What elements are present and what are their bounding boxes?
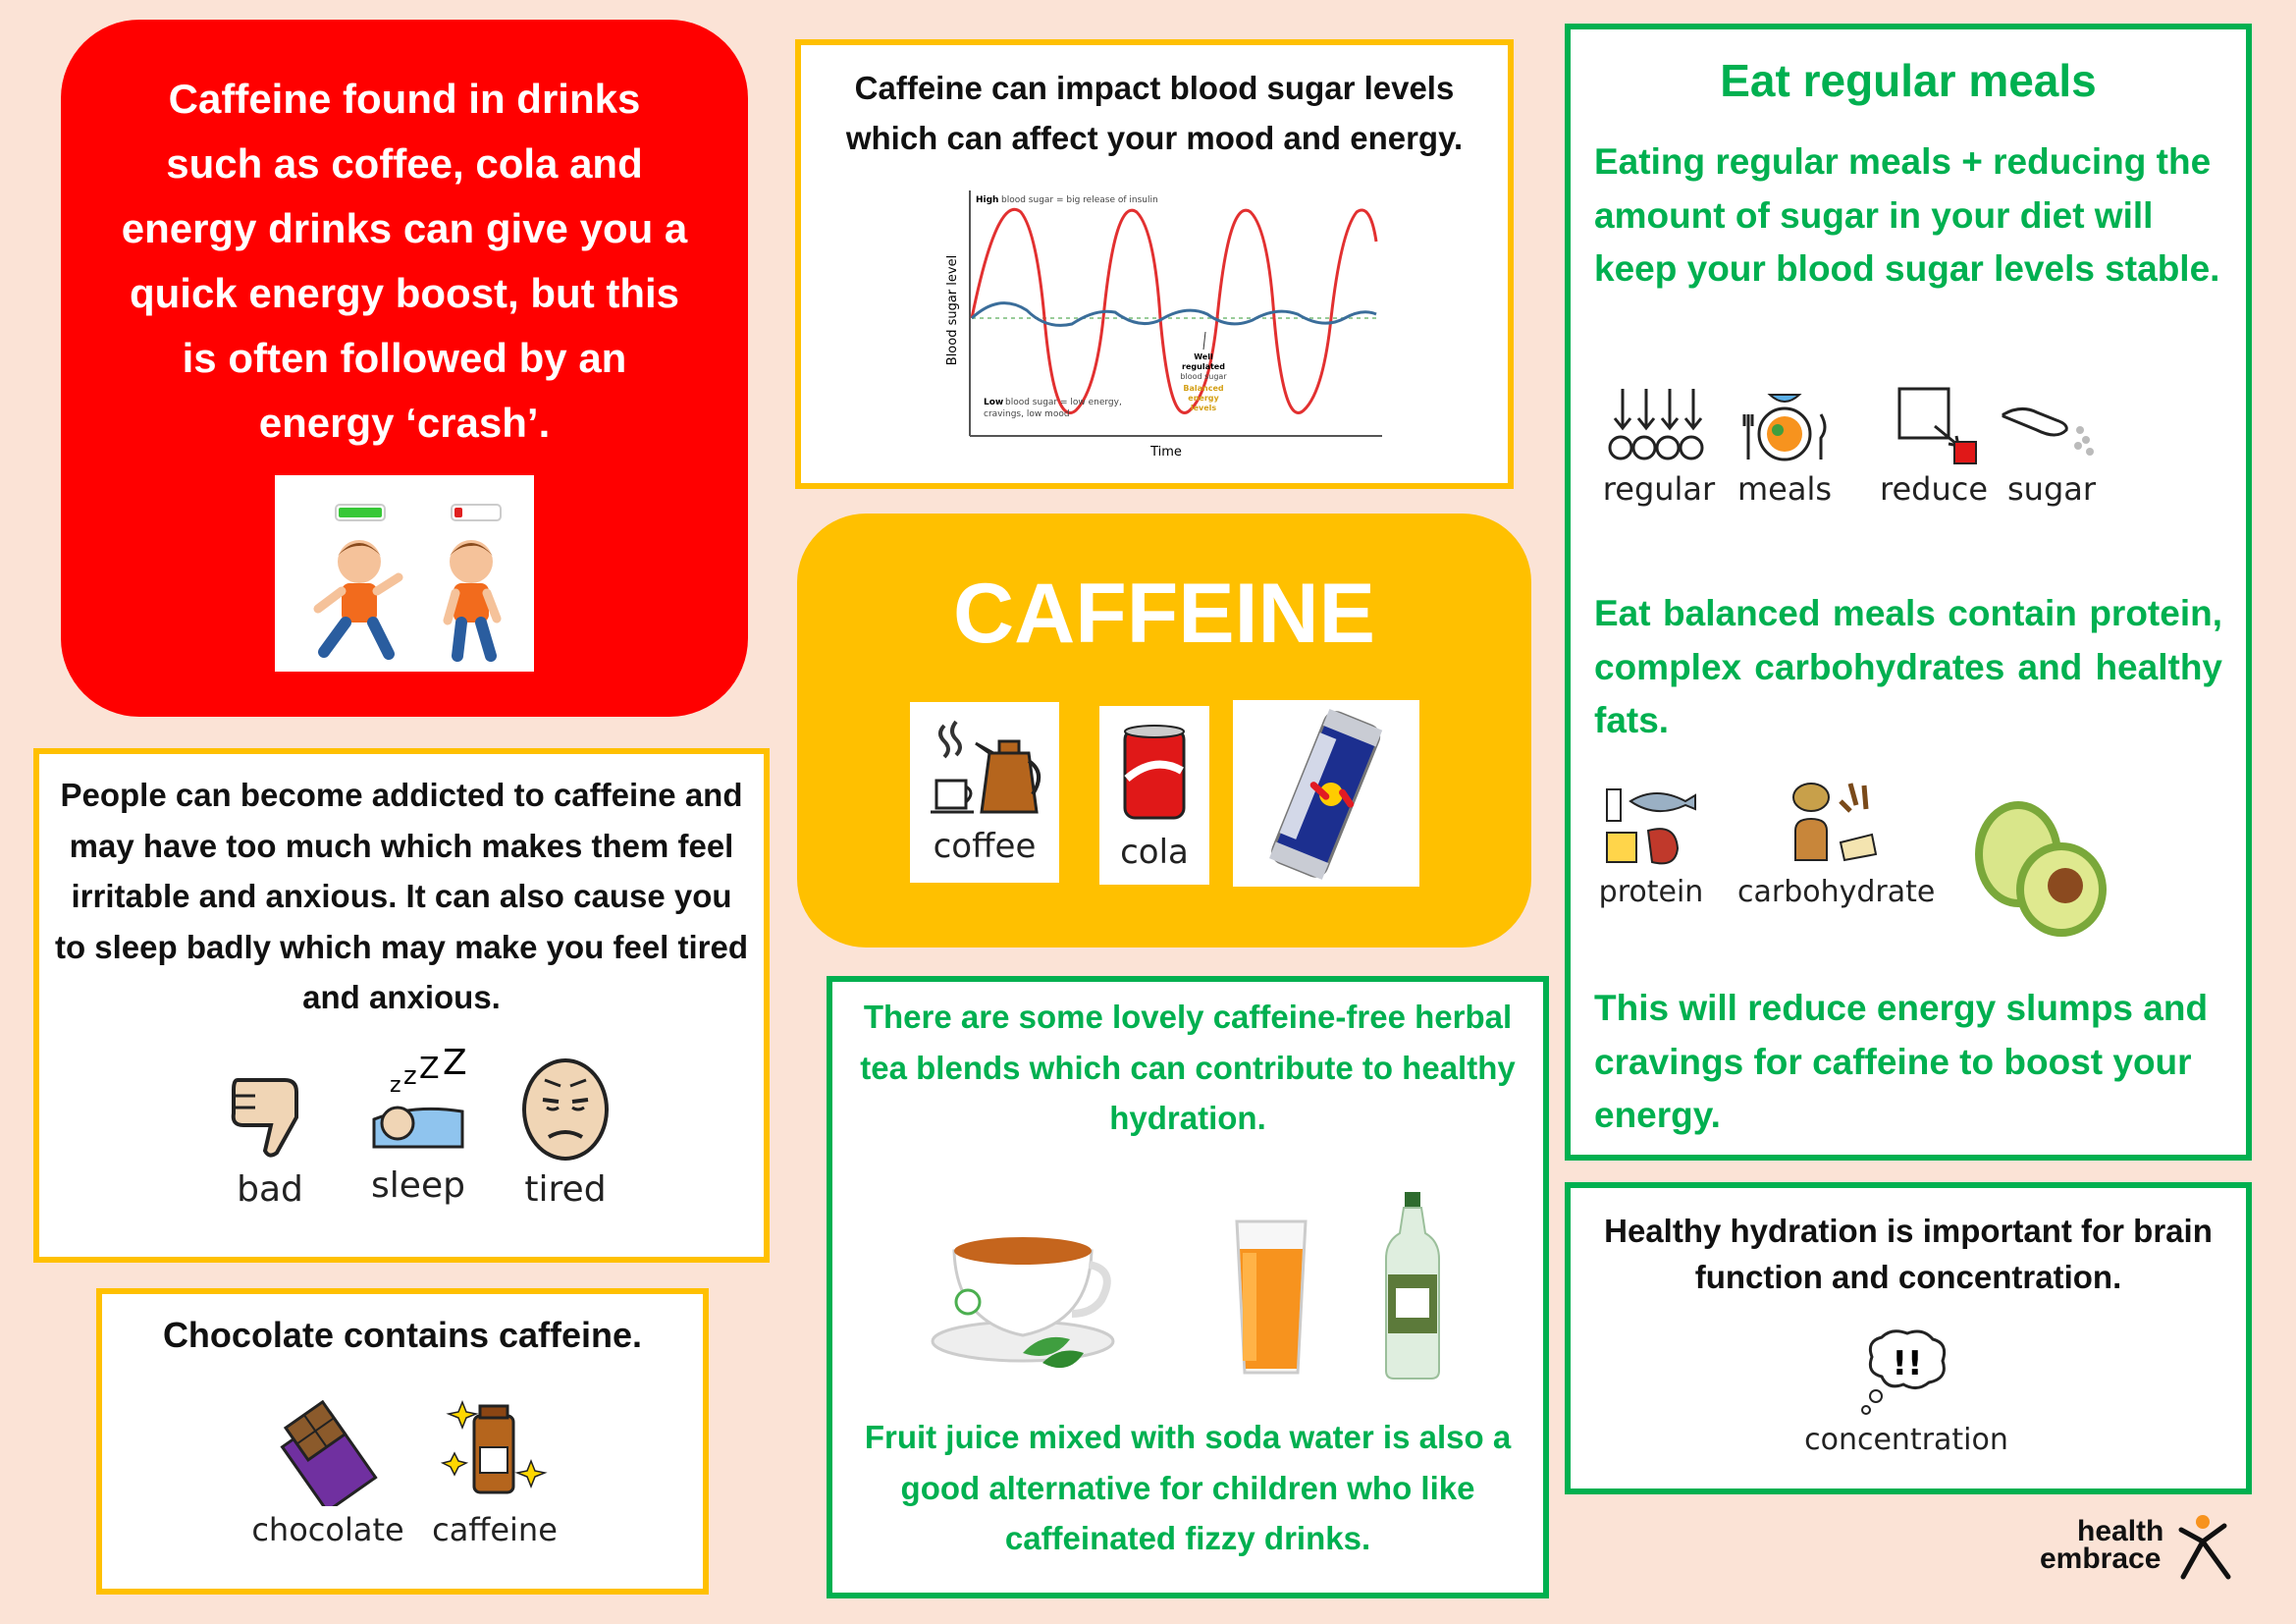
protein-icon <box>1597 780 1705 870</box>
energy-drink-can-icon <box>1233 700 1419 887</box>
logo-figure-icon <box>2173 1512 2234 1581</box>
addiction-text: People can become addicted to caffeine and may have too much which makes them feel irritable and anxious. It can also cause you to sleep badly which may make you feel tired and anxious. <box>54 777 749 1015</box>
sugar-symbol <box>1993 385 2110 508</box>
bad-symbol <box>206 1056 334 1210</box>
carbohydrate-label: carbohydrate <box>1737 875 1936 909</box>
svg-text:!!: !! <box>1892 1344 1923 1383</box>
regular-symbol <box>1600 385 1718 508</box>
fruit-juice-text: Fruit juice mixed with soda water is also a good alternative for children who like caffeinated fizzy drinks. <box>864 1419 1512 1556</box>
svg-text:blood sugar = low energy,: blood sugar = low energy, <box>1005 398 1122 407</box>
red-card-text: Caffeine found in drinks such as coffee, cola and energy drinks can give you a quick energy boost, but this is often followed by an energy ‘crash’. <box>121 76 688 446</box>
svg-text:Z: Z <box>419 1052 440 1086</box>
regular-meals-title: Eat regular meals <box>1720 55 2097 106</box>
thumbs-down-icon <box>216 1056 324 1164</box>
svg-text:blood sugar: blood sugar <box>1180 372 1227 381</box>
coffee-label: coffee <box>933 827 1037 866</box>
svg-text:blood sugar = big release of i: blood sugar = big release of insulin <box>1001 195 1158 205</box>
svg-text:Balanced: Balanced <box>1183 384 1224 393</box>
hydration-card <box>1565 1182 2252 1494</box>
svg-text:z: z <box>403 1061 417 1091</box>
reduce-label: reduce <box>1879 470 1988 508</box>
svg-text:Time: Time <box>1150 445 1182 460</box>
carbohydrate-icon <box>1782 776 1890 870</box>
coffee-icon <box>921 714 1048 822</box>
regular-icon <box>1605 385 1713 465</box>
herbal-tea-text: There are some lovely caffeine-free herbal tea blends which can contribute to healthy hydration. <box>860 999 1516 1136</box>
orange-juice-glass-icon <box>1227 1214 1315 1380</box>
logo-line-1: health <box>2077 1515 2164 1547</box>
cola-symbol <box>1099 706 1209 885</box>
coffee-symbol <box>910 702 1059 883</box>
caffeine-icon <box>441 1392 549 1506</box>
reduce-icon <box>1880 383 1988 465</box>
hydration-text: Healthy hydration is important for brain function and concentration. <box>1604 1213 2213 1295</box>
svg-text:Well: Well <box>1194 352 1213 361</box>
logo-line-2: embrace <box>2040 1543 2162 1575</box>
protein-symbol <box>1592 780 1710 909</box>
chocolate-text: Chocolate contains caffeine. <box>162 1315 643 1355</box>
meals-paragraph-1: Eating regular meals + reducing the amount of sugar in your diet will keep your blood sugar levels stable. <box>1594 141 2220 289</box>
meals-paragraph-2: Eat balanced meals contain protein, complex carbohydrates and healthy fats. <box>1594 593 2222 740</box>
sleep-label: sleep <box>371 1165 465 1206</box>
concentration-icon <box>1852 1327 1960 1418</box>
red-card <box>61 20 748 717</box>
avocado-image <box>1963 795 2120 943</box>
caffeine-title-card <box>797 514 1531 947</box>
svg-text:levels: levels <box>1190 404 1217 412</box>
svg-text:High: High <box>976 195 999 205</box>
herbal-tea-cup-icon <box>925 1206 1121 1382</box>
svg-text:Z: Z <box>443 1049 467 1083</box>
chocolate-card <box>96 1288 709 1595</box>
blood-sugar-graph <box>938 183 1390 467</box>
health-embrace-logo <box>2040 1512 2236 1585</box>
tired-face-icon <box>511 1051 619 1164</box>
chocolate-symbol <box>240 1398 416 1548</box>
regular-meals-card <box>1565 24 2252 1161</box>
protein-label: protein <box>1598 875 1704 909</box>
caffeine-symbol <box>426 1392 563 1548</box>
carbohydrate-symbol <box>1737 776 1934 909</box>
blood-sugar-card <box>795 39 1514 489</box>
energy-drink-image <box>1233 700 1419 887</box>
concentration-label: concentration <box>1804 1423 2008 1457</box>
tired-label: tired <box>524 1169 607 1210</box>
cola-label: cola <box>1120 833 1189 872</box>
sleep-icon <box>354 1049 482 1161</box>
meals-paragraph-3: This will reduce energy slumps and cravings for caffeine to boost your energy. <box>1594 988 2209 1135</box>
regular-label: regular <box>1602 470 1716 508</box>
bad-label: bad <box>237 1169 303 1210</box>
blood-sugar-heading: Caffeine can impact blood sugar levels which can affect your mood and energy. <box>845 70 1464 156</box>
meals-symbol <box>1726 385 1843 508</box>
addiction-card <box>33 748 770 1263</box>
meals-label: meals <box>1736 470 1833 508</box>
svg-text:cravings, low mood: cravings, low mood <box>984 409 1070 419</box>
svg-text:Low: Low <box>984 398 1004 407</box>
chocolate-bar-icon <box>274 1398 382 1506</box>
caffeine-title: CAFFEINE <box>953 567 1375 661</box>
svg-text:Blood sugar level: Blood sugar level <box>945 254 960 366</box>
caffeine-label: caffeine <box>432 1511 558 1548</box>
herbal-tea-card <box>827 976 1549 1598</box>
sleep-symbol <box>349 1049 487 1206</box>
sugar-spoon-icon <box>1998 385 2106 465</box>
meals-icon <box>1731 385 1839 465</box>
reduce-symbol <box>1875 383 1993 508</box>
svg-text:regulated: regulated <box>1182 362 1225 371</box>
soda-water-bottle-icon <box>1378 1190 1447 1382</box>
sugar-label: sugar <box>2006 470 2097 508</box>
tired-symbol <box>507 1051 624 1210</box>
battery-kids-image <box>275 475 534 672</box>
chocolate-label: chocolate <box>251 1511 404 1548</box>
cola-can-icon <box>1115 720 1194 828</box>
svg-text:z: z <box>390 1073 401 1098</box>
concentration-symbol <box>1789 1327 2024 1457</box>
svg-text:energy: energy <box>1188 394 1219 403</box>
